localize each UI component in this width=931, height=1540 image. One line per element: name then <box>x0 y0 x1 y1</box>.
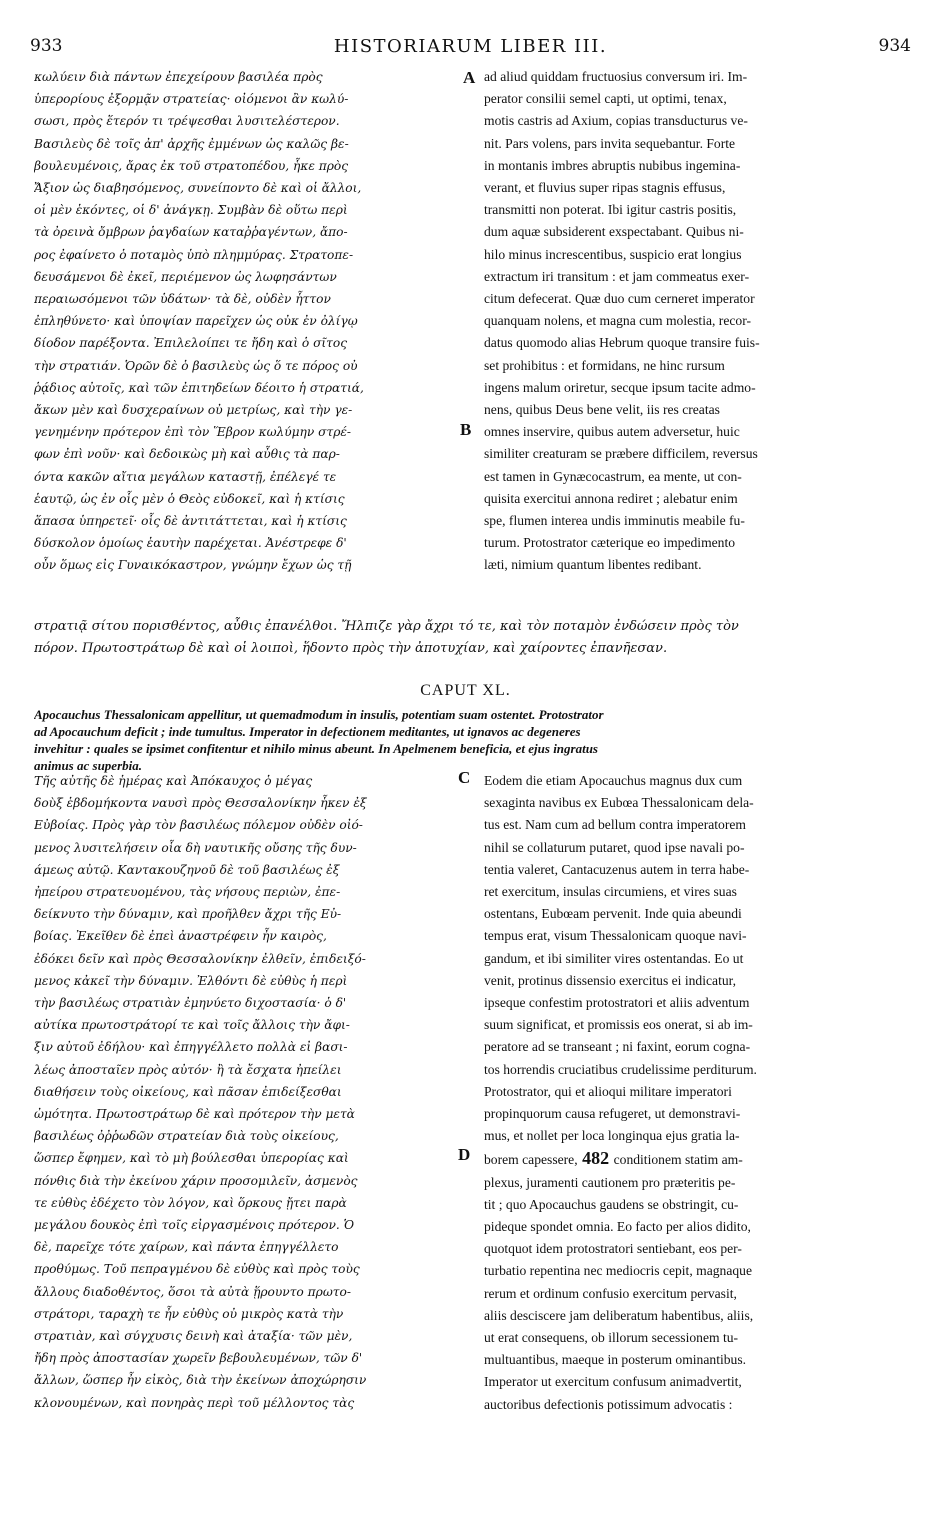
latin-text-line: spe, flumen interea undis imminutis meabile fu- <box>484 513 745 529</box>
greek-text-line: κλονουμένων, καὶ πονηρὰς περὶ τοῦ μέλλοντος τὰς <box>34 1395 355 1410</box>
latin-text-line: tentia valeret, Cantacuzenus autem in terra habe- <box>484 861 750 877</box>
latin-text-line: auctoribus defectionis potissimum advocatis : <box>484 1396 733 1412</box>
summary-line: invehitur : quales se ipsimet confitentur et nihilo minus abeunt. In Apelmenem beneficia, et ejus ingratus <box>34 741 598 756</box>
latin-text-line: ret exercitum, insulas circumiens, et vires suas <box>484 884 737 900</box>
latin-text-line: Protostrator, qui et alioqui militare imperatori <box>484 1083 732 1099</box>
greek-text-line: ἠπείρου στρατευομένου, τὰς νήσους περιὼν, ἐπε- <box>34 885 341 900</box>
greek-text-line: φων ἐπὶ νοῦν· καὶ δεδοικὼς μὴ καὶ αὖθις τὰ παρ- <box>34 447 340 462</box>
greek-text-line: μενος κἀκεῖ τὴν δύναμιν. Ἐλθόντι δὲ εὐθὺς ἡ περὶ <box>34 973 348 988</box>
greek-text-line: ἐπληθύνετο· καὶ ὑποψίαν παρεῖχεν ὡς οὐκ ἐν ὀλίγῳ <box>34 314 358 329</box>
greek-text-line: Βασιλεὺς δὲ τοῖς ἀπ' ἀρχῆς ἐμμένων ὡς καλῶς βε- <box>34 136 349 151</box>
greek-text-line: ἤδη πρὸς ἀποστασίαν χωρεῖν βεβουλευμένων, τῶν δ' <box>34 1351 363 1366</box>
bottom-latin-column <box>484 770 909 1416</box>
bottom-greek-column <box>34 770 458 1414</box>
greek-text-line: ἑαυτῷ, ὡς ἐν οἷς μὲν ὁ Θεὸς εὐδοκεῖ, καὶ ἡ κτίσις <box>34 491 345 506</box>
latin-text-line: nit. Pars volens, pars invita sequebantur. Forte <box>484 135 736 151</box>
latin-text-line: omnes inservire, quibus autem adversetur, huic <box>484 424 740 440</box>
text-line-continuation: conditionem statim am- <box>613 1152 743 1168</box>
greek-text-line: βασιλέως ὀῤῥωδῶν στρατείαν διὰ τοὺς οἰκείους, <box>34 1129 339 1144</box>
greek-text-line: ἄκων μὲν καὶ δυσχεραίνων οὐ μετρίως, καὶ τὴν γε- <box>34 403 353 418</box>
greek-text-line: σωσι, πρὸς ἕτερόν τι τρέψεσθαι λυσιτελέστερον. <box>34 114 340 129</box>
latin-text-line: set prohibitus : et formidans, ne hinc rursum <box>484 357 725 373</box>
greek-text-line: ξιν αὐτοῦ ἐδήλου· καὶ ἐπηγγέλλετο πολλὰ εἰ βασι- <box>34 1040 348 1055</box>
latin-text-line: rerum et ordinum confusio exercitum pervasit, <box>484 1285 737 1301</box>
greek-text-line: δείκνυτο τὴν δύναμιν, καὶ προῆλθεν ἄχρι τῆς Εὐ- <box>34 907 342 922</box>
latin-text-line: dum aquæ subsiderent exspectabant. Quibus ni- <box>484 224 744 240</box>
greek-text-line: ἄλλους διαδοθέντος, ὅσοι τὰ αὐτὰ ᾕρουντο πρωτο- <box>34 1284 351 1299</box>
running-header <box>30 36 911 64</box>
latin-text-line: plexus, juramenti cautionem pro præteritis pe- <box>484 1174 736 1190</box>
greek-text-line: τὰ ὀρεινὰ ὄμβρων ῥαγδαίων καταῤῥαγέντων, ἄπο- <box>34 225 348 240</box>
latin-text-line: borem capessere, 482 conditionem statim am- <box>484 1148 743 1169</box>
latin-text-line: nens, quibus Deus bene velit, iis res creatas <box>484 402 720 418</box>
margin-mark-a: A <box>463 68 476 87</box>
greek-text-line: ρος ἐφαίνετο ὁ ποταμὸς ὑπὸ πλημμύρας. Στρατοπε- <box>34 247 354 262</box>
latin-text-line: tos horrendis cruciatibus crudelissime perditurum. <box>484 1061 757 1077</box>
greek-text-line: κωλύειν διὰ πάντων ἐπεχείρουν βασιλέα πρὸς <box>34 70 323 84</box>
greek-text-line: δευσάμενοι δὲ ἐκεῖ, περιέμενον ὡς λωφησάντων <box>34 269 337 284</box>
greek-text-line: οἱ μὲν ἑκόντες, οἱ δ' ἀνάγκῃ. Συμβὰν δὲ οὕτω περὶ <box>34 203 348 218</box>
latin-text-line: citum defecerat. Quæ duo cum cerneret imperator <box>484 291 755 307</box>
latin-text-line: tus est. Nam cum ad bellum contra imperatorem <box>484 817 746 833</box>
greek-text-line: βουλευμένοις, ἄρας ἐκ τοῦ στρατοπέδου, ἧκε πρὸς <box>34 158 349 173</box>
latin-text-line: ut erat consequens, ob illorum secessionem tu- <box>484 1330 739 1346</box>
greek-text-line: πόρον. Πρωτοστράτωρ δὲ καὶ οἱ λοιποὶ, ἥδοντο πρὸς τὴν ἀποτυχίαν, καὶ χαίροντες ἐπανῆεσαν. <box>34 641 668 656</box>
greek-text-line: Ἄξιον ὡς διαβησόμενος, συνείποντο δὲ καὶ οἱ ἄλλοι, <box>34 181 362 196</box>
greek-text-line: ὠμότητα. Πρωτοστράτωρ δὲ καὶ πρότερον τὴν μετὰ <box>34 1107 355 1122</box>
latin-text-line: est tamen in Gynæcocastrum, ea mente, ut con- <box>484 468 742 484</box>
latin-text-line: transmitti non poterat. Ibi igitur castris positis, <box>484 202 737 218</box>
greek-text-line: ἅπασα ὑπηρετεῖ· οἷς δὲ ἀντιτάττεται, καὶ ἡ κτίσις <box>34 514 347 529</box>
latin-text-line: extractum iri transitum : et jam commeatus exer- <box>484 268 750 284</box>
chapter-summary <box>34 706 909 774</box>
top-greek-column <box>34 66 458 577</box>
greek-text-line: περαιωσόμενοι τῶν ὑδάτων· τὰ δὲ, οὐδὲν ἧττον <box>34 292 331 307</box>
latin-text-line: ostentans, Eubœam pervenit. Inde quia abeundi <box>484 906 742 922</box>
page-number-left: 933 <box>30 36 63 56</box>
latin-text-line: suum significat, et promissis eos onerat, si ab im- <box>484 1017 753 1033</box>
latin-text-line: verant, et fluvius super ripas stagnis effusus, <box>484 180 726 196</box>
latin-text-line: quanquam nolens, et magna cum molestia, recor- <box>484 313 751 329</box>
latin-text-line: mus, et nollet per loca longinqua ejus gratia la- <box>484 1128 740 1144</box>
latin-text-line: læti, nimium quantum libentes redibant. <box>484 557 702 573</box>
greek-text-line: τε εὐθὺς ἐδέχετο τὸν λόγον, καὶ ὅρκους ᾔτει παρὰ <box>34 1195 347 1210</box>
greek-text-line: δίοδον παρέξοντα. Ἐπιλελοίπει τε ἤδη καὶ ὁ σῖτος <box>34 336 348 351</box>
greek-text-line: ἄλλων, ὥσπερ ἦν εἰκὸς, διὰ τὴν ἐκείνων ἀποχώρησιν <box>34 1373 367 1388</box>
latin-text-line: nihil se collaturum putaret, quod ipse navali po- <box>484 839 745 855</box>
margin-mark-c: C <box>458 768 471 787</box>
greek-text-line: δύσκολον ὁμοίως ἑαυτὴν παρέχεται. Ἀνέστρεφε δ' <box>34 536 347 551</box>
margin-mark-d: D <box>458 1145 471 1164</box>
latin-text-line: in montanis imbres abruptis nubibus ingemina- <box>484 157 741 173</box>
latin-text-line: ad aliud quiddam fructuosius conversum iri. Im- <box>484 69 748 84</box>
latin-text-line: sexaginta navibus ex Eubœa Thessalonicam dela- <box>484 795 754 811</box>
greek-text-line: όντα κακῶν αἴτια μεγάλων καταστῇ, ἐπέλεγέ τε <box>34 469 337 484</box>
summary-line: animus ac superbia. <box>34 758 142 773</box>
greek-text-line: στρατιὰν, καὶ σύγχυσις δεινὴ καὶ ἀταξία· τῶν μὲν, <box>34 1329 353 1344</box>
greek-text-line: ὥσπερ ἔφημεν, καὶ τὸ μὴ βούλεσθαι ὑπερορίας καὶ <box>34 1151 349 1166</box>
greek-text-line: γενημένην πρότερον ἐπὶ τὸν Ἕβρον κωλύμην στρέ- <box>34 425 352 440</box>
greek-text-line: μεγάλου δουκὸς ἐπὶ τοῖς εἰργασμένοις πρότερον. Ὁ <box>34 1218 355 1233</box>
page-number-right: 934 <box>878 36 911 56</box>
greek-text-line: ὑπερορίους ἐξορμᾷν στρατείας· οἰόμενοι ἂν κωλύ- <box>34 92 349 107</box>
running-title: HISTORIARUM LIBER III. <box>333 36 608 57</box>
top-full-width-lines <box>34 616 909 660</box>
greek-text-line: δοὺξ ἑβδομήκοντα ναυσὶ πρὸς Θεσσαλονίκην ἧκεν ἐξ <box>34 796 367 811</box>
latin-text-line: datus quomodo alias Hebrum quoque transire fuis- <box>484 335 760 351</box>
latin-text-line: perator consilii semel capti, ut optimi, tenax, <box>484 91 727 107</box>
latin-text-line: tit ; quo Apocauchus gaudens se obstringit, cu- <box>484 1196 739 1212</box>
latin-text-line: venit, protinus dissensio exercitus ei indicatur, <box>484 972 737 988</box>
greek-text-line: προθύμως. Τοῦ πεπραγμένου δὲ εὐθὺς καὶ πρὸς τοὺς <box>34 1262 360 1277</box>
top-latin-column <box>484 66 909 577</box>
latin-text-line: Imperator ut exercitum confusum animadvertit, <box>484 1374 742 1390</box>
latin-text-line: pideque spondet omnia. Eo facto per alios didito, <box>484 1219 751 1235</box>
latin-text-line: propinquorum causa refugeret, ut demonstravi- <box>484 1106 741 1122</box>
greek-text-line: τὴν βασιλέως στρατιὰν ἐμηνύετο διχοστασία· ὁ δ' <box>34 996 347 1011</box>
greek-text-line: στράτορι, ταραχὴ τε ἦν εὐθὺς οὐ μικρὸς κατὰ τὴν <box>34 1306 344 1321</box>
latin-text-line: ingens malum oriretur, secque ipsum tacite admo- <box>484 379 756 395</box>
greek-text-line: Τῆς αὐτῆς δὲ ἡμέρας καὶ Ἀπόκαυχος ὁ μέγας <box>34 774 313 788</box>
margin-mark-b: B <box>460 420 472 439</box>
latin-text-line: gandum, et ibi similiter vires ostentandas. Eo ut <box>484 950 744 966</box>
greek-text-line: βοίας. Ἐκεῖθεν δὲ ἐπεὶ ἀναστρέφειν ἦν καιρὸς, <box>34 929 327 944</box>
greek-text-line: δὲ, παρεῖχε τότε χαίρων, καὶ πάντα ἐπηγγέλλετο <box>34 1240 339 1255</box>
chapter-title: CAPUT XL. <box>420 682 511 699</box>
greek-text-line: διαθήσειν τοὺς οἰκείους, καὶ πᾶσαν ἐπιδείξεσθαι <box>34 1084 342 1099</box>
latin-text-line: tempus erat, visum Thessalonicam quoque navi- <box>484 928 747 944</box>
latin-text-line: quisita exercitui annona rediret ; alebatur enim <box>484 490 738 506</box>
greek-text-line: ῥᾴδιος αὐτοῖς, καὶ τῶν ἐπιτηδείων δέοιτο ἡ στρατιά, <box>34 380 364 395</box>
greek-text-line: λέως ἀποσταῖεν πρὸς αὐτόν· ἢ τὰ ἔσχατα ἠπείλει <box>34 1062 342 1077</box>
greek-text-line: τὴν στρατιάν. Ὁρῶν δὲ ὁ βασιλεὺς ὡς ὅ τε πόρος οὐ <box>34 358 358 373</box>
summary-line: Apocauchus Thessalonicam appellitur, ut quemadmodum in insulis, potentiam suam ostentet. Protostrator <box>34 707 604 722</box>
greek-text-line: ἐδόκει δεῖν καὶ πρὸς Θεσσαλονίκην ἐλθεῖν, ἐπιδειξό- <box>34 951 366 966</box>
latin-text-line: turum. Protostrator cæterique eo impedimento <box>484 535 736 551</box>
latin-text-line: multuantibus, maeque in posterum ominantibus. <box>484 1352 747 1368</box>
latin-text-line: ipseque confestim protostratori et aliis adventum <box>484 995 750 1011</box>
greek-text-line: μενος λυσιτελήσειν οἷα δὴ ναυτικῆς οὔσης τῆς δυν- <box>34 840 357 855</box>
greek-text-line: οὖν ὅμως εἰς Γυναικόκαστρον, γνώμην ἔχων ὡς τῇ <box>34 558 352 573</box>
latin-text-line: quotquot idem protostratori sentiebant, eos per- <box>484 1241 742 1257</box>
summary-line: ad Apocauchum deficit ; inde tumultus. Imperator in defectionem meditantes, ut ignavos ac degeneres <box>34 724 581 739</box>
greek-text-line: στρατιᾷ σίτου πορισθέντος, αὖθις ἐπανέλθοι. Ἤλπιζε γὰρ ἄχρι τό τε, καὶ τὸν ποταμὸν ἐνδώσειν πρὸς τὸν <box>34 619 739 634</box>
latin-text-line: Eodem die etiam Apocauchus magnus dux cum <box>484 773 743 788</box>
greek-text-line: Εὐβοίας. Πρὸς γὰρ τὸν βασιλέως πόλεμον οὐδὲν οἰό- <box>34 818 363 833</box>
latin-text-line: motis castris ad Axium, copias transducturus ve- <box>484 113 748 129</box>
latin-text-line: similiter creaturam se præbere difficilem, reversus <box>484 446 758 462</box>
latin-text-line: turbatio repentina nec mediocris cepit, magnaque <box>484 1263 752 1279</box>
latin-text-line: hilo minus increscentibus, suspicio erat longius <box>484 246 742 262</box>
greek-text-line: πόνθις διὰ τὴν ἐκείνου χάριν προσομιλεῖν, ἀσμενὸς <box>34 1173 358 1188</box>
latin-text-line: peratore ad se transeant ; ni faxint, eorum cogna- <box>484 1039 751 1055</box>
greek-text-line: αὐτίκα πρωτοστράτορί τε καὶ τοῖς ἄλλοις τὴν ἄφι- <box>34 1018 350 1033</box>
greek-text-line: άμεως αὐτῷ. Καντακουζηνοῦ δὲ τοῦ βασιλέως ἐξ <box>34 862 340 877</box>
inline-page-number: 482 <box>577 1148 614 1169</box>
latin-text-line: aliis desciscere jam deliberatum habentibus, aliis, <box>484 1307 754 1323</box>
